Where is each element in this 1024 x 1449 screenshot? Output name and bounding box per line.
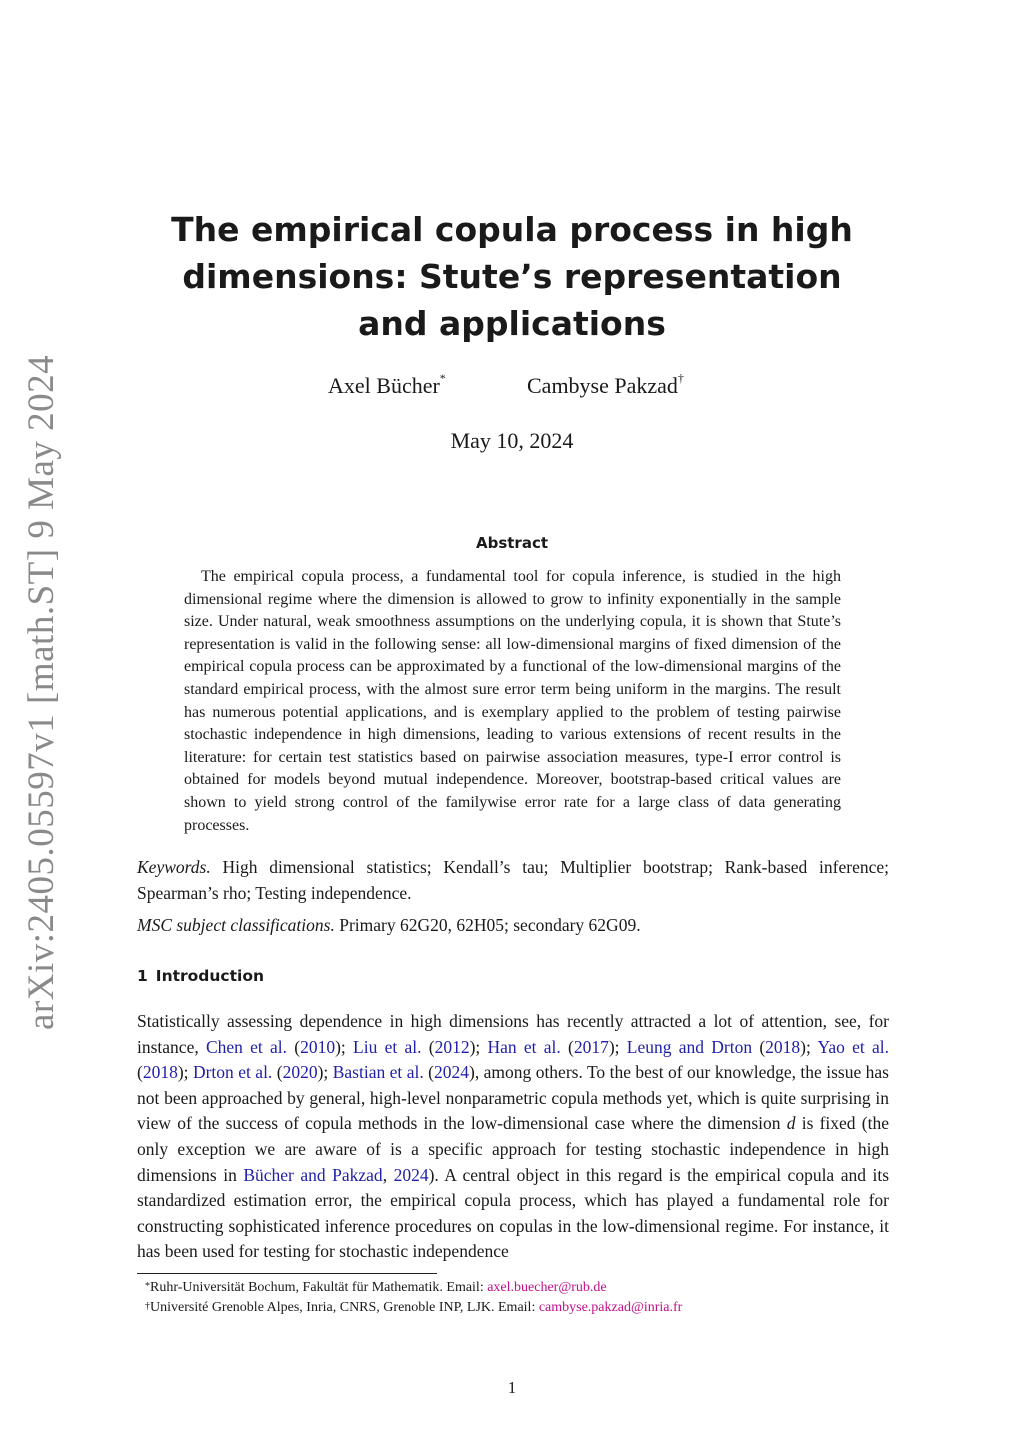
punct: ); bbox=[335, 1036, 354, 1057]
section-heading-introduction bbox=[137, 967, 264, 985]
intro-text: Statistically assessing dependence in high dimensions has recently attracted a lot of attention, see, for instance, bbox=[137, 1011, 889, 1057]
citation-link[interactable]: Bastian et al. bbox=[332, 1062, 424, 1083]
citation-year-link[interactable]: 2017 bbox=[573, 1036, 609, 1057]
citation-year-link[interactable]: 2024 bbox=[433, 1062, 469, 1083]
citation-year-link[interactable]: 2018 bbox=[142, 1062, 178, 1083]
author-name: Cambyse Pakzad bbox=[527, 373, 678, 398]
intro-text: ). A central object in this regard is the empirical copula and its standardized estimation error, the empirical copula process, which has played a fundamental role for constructing sophisticated inference procedures on copulas in the low-dimensional regime. For instance, it has been used for testing for stochastic independence bbox=[137, 1164, 889, 1262]
footnote-pakzad bbox=[145, 1298, 682, 1318]
introduction-paragraph bbox=[137, 1009, 889, 1265]
punct: ); bbox=[469, 1036, 488, 1057]
citation-year-link[interactable]: 2018 bbox=[765, 1036, 801, 1057]
citation-year-link[interactable]: 2024 bbox=[393, 1164, 429, 1185]
math-variable-d: d bbox=[786, 1113, 796, 1134]
msc-text: Primary 62G20, 62H05; secondary 62G09. bbox=[339, 915, 641, 935]
punct: ( bbox=[287, 1036, 301, 1057]
footnote-bucher bbox=[145, 1278, 682, 1298]
arxiv-identifier-stamp: arXiv:2405.05597v1 [math.ST] 9 May 2024 bbox=[21, 354, 62, 1030]
citation-year-link[interactable]: 2010 bbox=[300, 1036, 336, 1057]
author-pakzad bbox=[527, 373, 684, 399]
footnotes bbox=[145, 1278, 682, 1318]
keywords-label: Keywords. bbox=[137, 857, 211, 877]
author-footnote-mark[interactable]: † bbox=[677, 371, 684, 385]
punct: ( bbox=[137, 1062, 143, 1083]
msc-classifications bbox=[137, 912, 889, 938]
citation-year-link[interactable]: 2020 bbox=[282, 1062, 318, 1083]
punct: ); bbox=[608, 1036, 627, 1057]
email-link[interactable]: cambyse.pakzad@inria.fr bbox=[538, 1300, 683, 1315]
footnote-affiliation: Université Grenoble Alpes, Inria, CNRS, Grenoble INP, LJK. Email: bbox=[150, 1300, 539, 1315]
citation-link[interactable]: Leung and Drton bbox=[626, 1036, 753, 1057]
citation-link[interactable]: Han et al. bbox=[487, 1036, 561, 1057]
punct: ) bbox=[468, 1062, 475, 1083]
intro-text: is fixed (the only exception we are aware of is a specific approach for testing stochastic independence in high dimensions in bbox=[137, 1113, 889, 1185]
publication-date: May 10, 2024 bbox=[450, 428, 574, 453]
msc-label: MSC subject classifications. bbox=[137, 915, 335, 935]
footnote-mark: † bbox=[145, 1301, 150, 1312]
abstract-heading: Abstract bbox=[475, 534, 549, 552]
page-number: 1 bbox=[507, 1378, 517, 1397]
section-number: 1 bbox=[137, 967, 148, 985]
author-name: Axel Bücher bbox=[328, 373, 440, 398]
punct: ( bbox=[272, 1062, 283, 1083]
footnote-affiliation: Ruhr-Universität Bochum, Fakultät für Mathematik. Email: bbox=[150, 1280, 488, 1295]
abstract-text: The empirical copula process, a fundamental tool for copula inference, is studied in the high dimensional regime where the dimension is allowed to grow to infinity exponentially in the sample size. Under natural, weak smoothness assumptions on the underlying copula, it is shown that Stute’s representation is valid in the following sense: all low-dimensional margins of fixed dimension of the empirical copula process can be approximated by a functional of the low-dimensional margins of the standard empirical process, with the almost sure error term being uniform in the margins. The result has numerous potential applications, and is exemplary applied to the problem of testing pairwise stochastic independence in high dimensions, leading to various extensions of recent results in the literature: for certain test statistics based on pairwise association measures, type-I error control is obtained for models beyond mutual independence. Moreover, bootstrap-based critical values are shown to yield strong control of the familywise error rate for a large class of data generating processes. bbox=[184, 568, 841, 834]
author-footnote-mark[interactable]: * bbox=[439, 371, 446, 385]
author-bucher bbox=[328, 373, 446, 399]
paper-title: The empirical copula process in high dimensions: Stute’s representation and applications bbox=[171, 210, 853, 343]
section-title: Introduction bbox=[155, 967, 265, 985]
punct: ( bbox=[560, 1036, 574, 1057]
citation-year-link[interactable]: 2012 bbox=[434, 1036, 470, 1057]
email-link[interactable]: axel.buecher@rub.de bbox=[487, 1280, 607, 1295]
footnote-divider bbox=[137, 1273, 437, 1274]
punct: ); bbox=[800, 1036, 818, 1057]
punct: , bbox=[382, 1164, 394, 1185]
citation-link[interactable]: Yao et al. bbox=[817, 1036, 889, 1057]
keywords-text: High dimensional statistics; Kendall’s tau; Multiplier bootstrap; Rank-based inference; Spearman’s rho; Testing independence. bbox=[137, 857, 889, 903]
punct: ); bbox=[317, 1062, 333, 1083]
citation-link[interactable]: Bücher and Pakzad bbox=[243, 1164, 383, 1185]
punct: ( bbox=[752, 1036, 766, 1057]
citation-link[interactable]: Chen et al. bbox=[205, 1036, 288, 1057]
footnote-mark: * bbox=[145, 1281, 150, 1292]
punct: ); bbox=[177, 1062, 193, 1083]
citation-link[interactable]: Drton et al. bbox=[192, 1062, 273, 1083]
keywords bbox=[137, 854, 889, 906]
punct: ( bbox=[423, 1062, 434, 1083]
punct: ( bbox=[421, 1036, 435, 1057]
intro-text: , among others. To the best of our knowledge, the issue has not been approached by general, high-level nonparametric copula methods yet, which is quite surprising in view of the success of copula methods in the low-dimensional case where the dimension bbox=[137, 1062, 889, 1134]
citation-link[interactable]: Liu et al. bbox=[353, 1036, 422, 1057]
